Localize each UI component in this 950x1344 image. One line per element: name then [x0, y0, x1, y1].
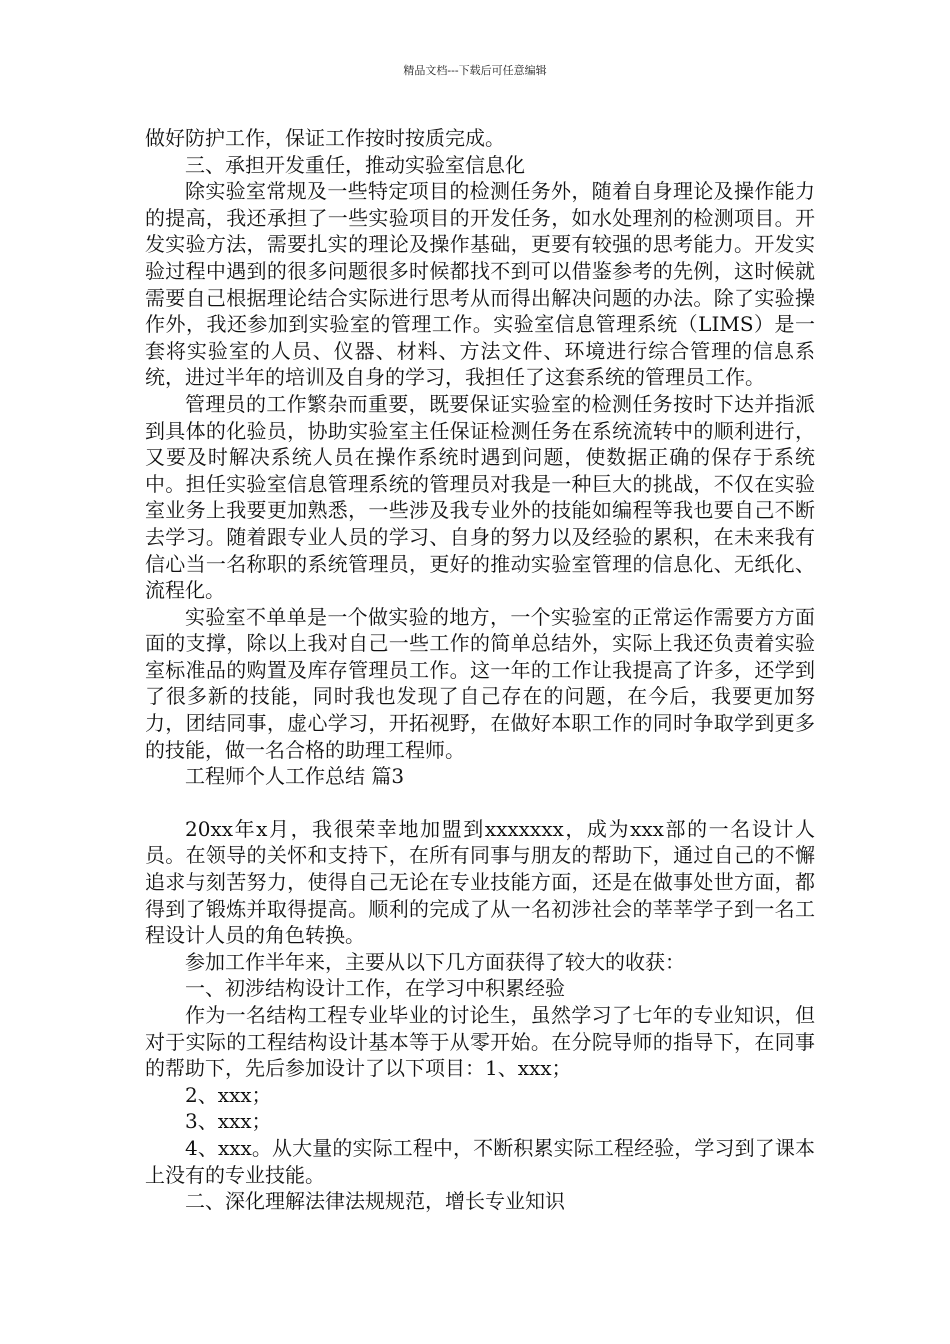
paragraph: 实验室不单单是一个做实验的地方，一个实验室的正常运作需要方方面面的支撑，除以上我对自己一些工作的简单总结外，实际上我还负责着实验室标准品的购置及库存管理员工作。这一年的工作让我提高了许多，还学到了很多新的技能，同时我也发现了自己存在的问题，在今后，我要更加努力，团结同事，虚心学习，开拓视野，在做好本职工作的同时争取学到更多的技能，做一名合格的助理工程师。 [145, 604, 815, 762]
paragraph: 参加工作半年来，主要从以下几方面获得了较大的收获： [185, 949, 685, 974]
paragraph: 除实验室常规及一些特定项目的检测任务外，随着自身理论及操作能力的提高，我还承担了一些实验项目的开发任务，如水处理剂的检测项目。开发实验方法，需要扎实的理论及操作基础，更要有较强的思考能力。开发实验过程中遇到的很多问题很多时候都找不到可以借鉴参考的先例，这时候就需要自己根据理论结合实际进行思考从而得出解决问题的办法。除了实验操作外，我还参加到实验室的管理工作。实验室信息管理系统（LIMS）是一套将实验室的人员、仪器、材料、方法文件、环境进行综合管理的信息系统，进过半年的培训及自身的学习，我担任了这套系统的管理员工作。 [145, 179, 815, 390]
paragraph: 做好防护工作，保证工作按时按质完成。 [145, 126, 505, 150]
document-body [145, 125, 815, 1215]
paragraph: 一、初涉结构设计工作，在学习中积累经验 [185, 976, 565, 1001]
paragraph: 3、xxx； [185, 1109, 272, 1134]
paragraph: 三、承担开发重任，推动实验室信息化 [185, 152, 525, 177]
page-header: 精品文档---下载后可任意编辑 [403, 64, 547, 77]
paragraph: 作为一名结构工程专业毕业的讨论生，虽然学习了七年的专业知识，但对于实际的工程结构设计基本等于从零开始。在分院导师的指导下，在同事的帮助下，先后参加设计了以下项目：1、xxx； [145, 1003, 815, 1081]
paragraph: 20xx年x月，我很荣幸地加盟到xxxxxxx，成为xxx部的一名设计人员。在领导的关怀和支持下，在所有同事与朋友的帮助下，通过自己的不懈追求与刻苦努力，使得自己无论在专业技能方面，还是在做事处世方面，都得到了锻炼并取得提高。顺利的完成了从一名初涉社会的莘莘学子到一名工程设计人员的角色转换。 [145, 816, 815, 948]
blank-line [145, 790, 815, 816]
paragraph: 工程师个人工作总结 篇3 [185, 764, 405, 789]
paragraph: 4、xxx。从大量的实际工程中，不断积累实际工程经验，学习到了课本上没有的专业技能。 [145, 1135, 815, 1187]
paragraph: 2、xxx； [185, 1082, 272, 1107]
paragraph: 二、深化理解法律法规规范，增长专业知识 [185, 1189, 565, 1214]
paragraph: 管理员的工作繁杂而重要，既要保证实验室的检测任务按时下达并指派到具体的化验员，协助实验室主任保证检测任务在系统流转中的顺利进行，又要及时解决系统人员在操作系统时遇到问题，使数据正确的保存于系统中。担任实验室信息管理系统的管理员对我是一种巨大的挑战，不仅在实验室业务上我要更加熟悉，一些涉及我专业外的技能如编程等我也要自己不断去学习。随着跟专业人员的学习、自身的努力以及经验的累积，在未来我有信心当一名称职的系统管理员，更好的推动实验室管理的信息化、无纸化、流程化。 [145, 391, 815, 603]
